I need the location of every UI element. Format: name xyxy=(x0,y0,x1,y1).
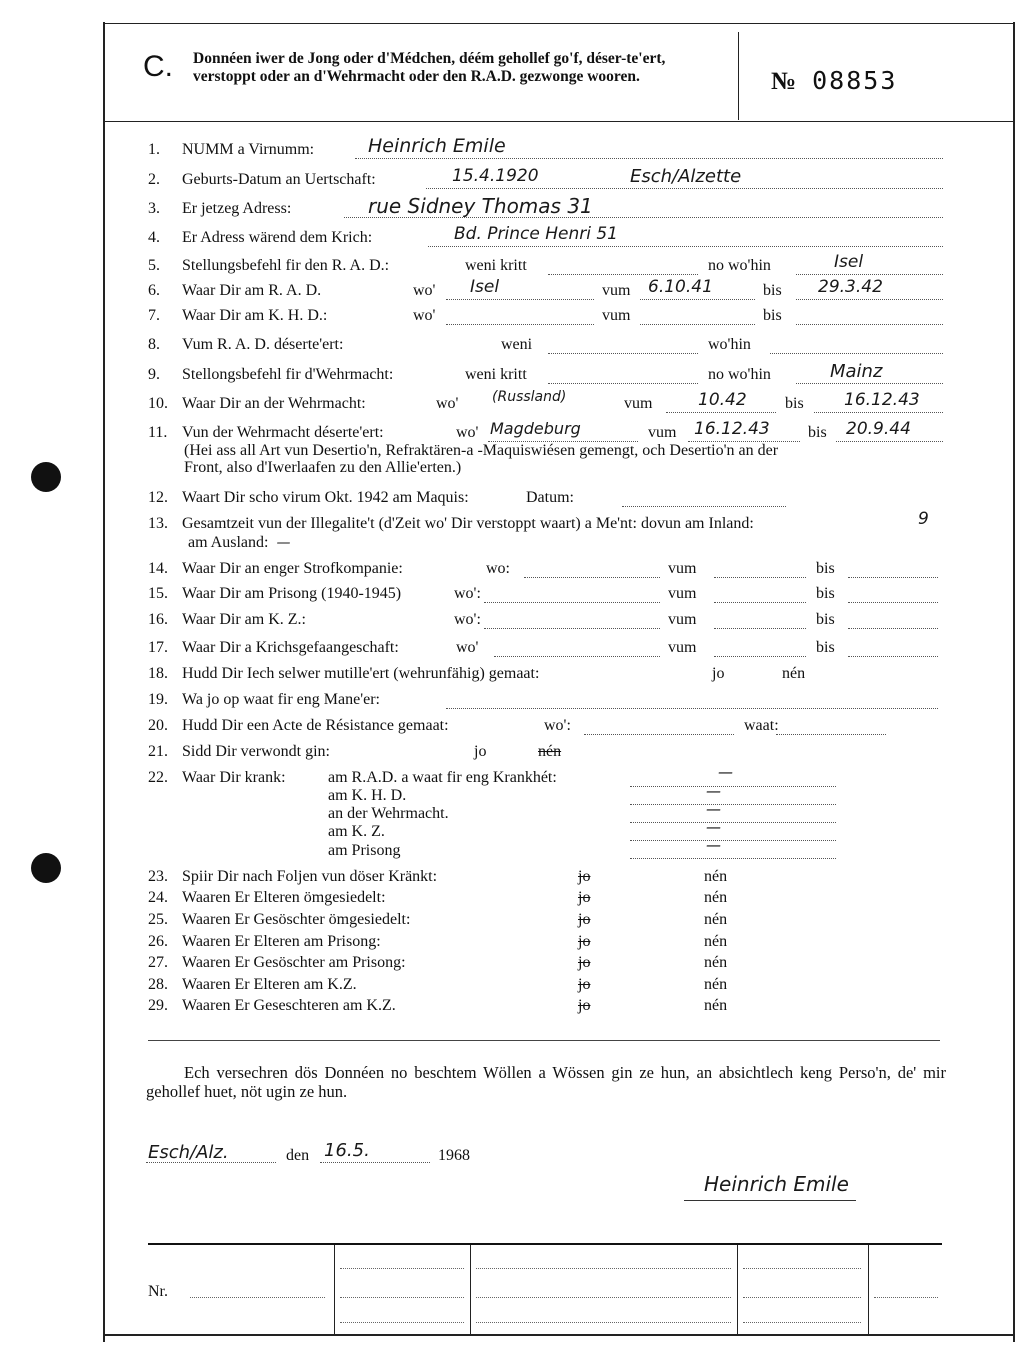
nen-option[interactable]: nén xyxy=(538,743,562,760)
footer-field[interactable] xyxy=(476,1297,731,1298)
nen-option[interactable]: nén xyxy=(704,889,728,906)
desertion-where[interactable]: Magdeburg xyxy=(490,419,581,438)
nen-option[interactable]: nén xyxy=(704,997,728,1014)
illness-rad[interactable]: — xyxy=(718,763,733,781)
desertion-to[interactable]: 20.9.44 xyxy=(846,419,911,439)
footer-field[interactable] xyxy=(743,1268,861,1269)
item-11: 11. Vun der Wehrmacht déserte'ert: wo' Magdeburg vum 16.12.43 bis 20.9.44 xyxy=(148,424,943,442)
rad-order-where[interactable]: Isel xyxy=(834,252,864,272)
top-rule xyxy=(103,23,1015,24)
rad-where[interactable]: Isel xyxy=(470,277,500,297)
number-sign: № xyxy=(771,68,797,95)
item-28: 28. Waaren Er Elteren am K.Z. jo nén xyxy=(148,976,728,993)
item-5: 5. Stellungsbefehl fir den R. A. D.: weni kritt no wo'hin Isel xyxy=(148,257,943,275)
current-address-value[interactable]: rue Sidney Thomas 31 xyxy=(368,194,593,218)
illness-prisong[interactable]: — xyxy=(706,836,721,854)
item-6: 6. Waar Dir am R. A. D. wo' Isel vum 6.10.41 bis 29.3.42 xyxy=(148,282,943,300)
item-10: 10. Waar Dir an der Wehrmacht: wo' (Russland) vum 10.42 bis 16.12.43 xyxy=(148,395,943,413)
footer-field[interactable] xyxy=(476,1268,731,1269)
left-border xyxy=(103,22,105,1342)
right-border xyxy=(1013,22,1015,1342)
item-24: 24. Waaren Er Elteren ömgesiedelt: jo nén xyxy=(148,889,728,906)
item-3: 3. Er jetzeg Adress: rue Sidney Thomas 31 xyxy=(148,200,943,218)
footer-field[interactable] xyxy=(340,1268,464,1269)
date-value[interactable]: 16.5. xyxy=(324,1140,370,1161)
punch-hole xyxy=(31,462,61,492)
item-26: 26. Waaren Er Elteren am Prisong: jo nén xyxy=(148,933,728,950)
jo-option[interactable]: jo xyxy=(578,889,591,906)
nen-option[interactable]: nén xyxy=(782,665,806,682)
year-value: 1968 xyxy=(438,1147,470,1164)
den-label: den xyxy=(286,1147,310,1164)
item-13: 13. Gesamtzeit vun der Illegalite't (d'Zeit wo' Dir verstoppt waart) a Me'nt: dovun am Inland: 9 xyxy=(148,509,929,532)
signature[interactable]: Heinrich Emile xyxy=(704,1172,849,1196)
jo-option[interactable]: jo xyxy=(578,933,591,950)
form-number xyxy=(771,66,897,96)
nen-option[interactable]: nén xyxy=(704,976,728,993)
item-8: 8. Vum R. A. D. déserte'ert: weni wo'hin xyxy=(148,336,943,354)
footer-field[interactable] xyxy=(340,1297,464,1298)
item-13-ausland: am Ausland: — xyxy=(188,534,291,551)
item-1: 1. NUMM a Virnumm: Heinrich Emile xyxy=(148,141,943,159)
footer-field[interactable] xyxy=(743,1322,861,1323)
wehrmacht-to[interactable]: 16.12.43 xyxy=(844,390,920,410)
item-22: 22. Waar Dir krank: am R.A.D. a waat fir eng Krankhét: — xyxy=(148,769,943,787)
item-27: 27. Waaren Er Gesöschter am Prisong: jo nén xyxy=(148,954,728,971)
footer-top-rule xyxy=(148,1243,942,1245)
inland-months[interactable]: 9 xyxy=(918,509,929,529)
wehrmacht-order-where[interactable]: Mainz xyxy=(830,361,883,382)
nen-option[interactable]: nén xyxy=(704,911,728,928)
item-12: 12. Waart Dir scho virum Okt. 1942 am Maquis: Datum: xyxy=(148,489,943,507)
jo-option[interactable]: jo xyxy=(578,868,591,885)
item-23: 23. Spiir Dir nach Foljen vun döser Kränkt: jo nén xyxy=(148,868,728,885)
item-2: 2. Geburts-Datum an Uertschaft: 15.4.1920 Esch/Alzette xyxy=(148,171,943,189)
footer-field[interactable] xyxy=(476,1322,731,1323)
nr-field[interactable] xyxy=(190,1297,325,1298)
wehrmacht-where[interactable]: (Russland) xyxy=(492,389,567,405)
birth-place-value[interactable]: Esch/Alzette xyxy=(630,166,742,187)
footer-field[interactable] xyxy=(340,1322,464,1323)
form-sheet: C. Donnéen iwer de Jong oder d'Médchen, déém gehollef go'f, déser-te'ert, verstoppt oder an d'Wehrmacht oder den R.A.D. gezwonge wooren. № 08853 1. NUMM a Virnumm: Heinrich Emile 2. Geburts-Datum an Uertschaft: 15.4.1920 Esch/Alzette 3. Er jetzeg Adress: rue Sidney Thomas 31 4. Er Adress wärend dem Krich: Bd. Prince Henri 51 5. Stellungsbefehl fir den R. A. D.: weni kritt no wo'hin Isel 6. Waar Dir am R. A. D. wo' Isel vum 6.10.41 bis 29.3.42 7. Waar Dir am K. H. D.: wo' vum bis 8. Vum R. A. D. déserte'ert: weni wo'hin 9. Stellongsbefehl fir d'Wehrmacht: weni kritt no wo'hin Mainz 10. Waar Dir an der Wehrmacht: wo' (Russland) vum 10.42 bis 16.12.43 11. Vun der Wehrmacht déserte'ert: wo' Magdeburg vum 16.12.43 bis 20.9.44 (Hei ass all Art vun Desertio'n, Refraktären-a -Maquiswiésen gemengt, och Desertio'n an der Front, also d'Iwerlaafen zu den Allie'erten.) 12. Waart Dir scho virum Okt. 1942 am Maquis: Datum: 13. Gesamtzeit vun der Illegalite't (d'Zeit wo' Dir verstoppt waart) a Me'nt: dovun am Inland: 9 am Ausland: — 14. Waar Dir an enger Strofkompanie: wo: vum bis 15. Waar Dir am Prisong (1940-1945) wo': vum bis 16. Waar Dir am K. Z.: wo': vum bis 17. Waar Dir a Krichsgefaangeschaft: wo' vum bis 18. Hudd Dir Iech selwer mutille'ert (wehrunfähig) gemaat: jo nén 19. Wa jo op waat fir eng Mane'er: 20. Hudd Dir een Acte de Résistance gemaat: wo': waat: 21. Sidd Dir verwondt gin: jo nén 22. Waar Dir krank: am R.A.D. a waat fir eng Krankhét: — am K. H. D. an der Wehrmacht. am K. Z. am Prisong — — — — 23. Spiir Dir nach Foljen vun döser Kränkt: jo nén 24. Waaren Er Elteren ömgesiedelt: jo nén 25. Waaren Er Gesöschter ömgesiedelt: jo nén 26. Waaren Er Elteren am Prisong: jo nén 27. Waaren Er Gesöschter am Prisong: jo nén 28. Waaren Er Elteren am K.Z. jo nén 29. Waaren Er Geseschteren am K.Z. jo nén Ech versechren dös Donnéen no beschtem Wöllen a Wössen gin ze hun, an absichtlech keng Perso'n, de' mir gehollef huet, nöt ugin ze hun. Esch/Alz. den 16.5. 1968 Heinrich Emile Nr. xyxy=(0,0,1023,1357)
illness-khd[interactable]: — xyxy=(706,782,721,800)
illness-wehrmacht[interactable]: — xyxy=(706,800,721,818)
item-15: 15. Waar Dir am Prisong (1940-1945) wo': vum bis xyxy=(148,585,943,603)
item-25: 25. Waaren Er Gesöschter ömgesiedelt: jo nén xyxy=(148,911,728,928)
form-title: Donnéen iwer de Jong oder d'Médchen, déém gehollef go'f, déser-te'ert, verstoppt oder an d'Wehrmacht oder den R.A.D. gezwonge wooren. xyxy=(193,50,666,85)
jo-option[interactable]: jo xyxy=(578,976,591,993)
number-value: 08853 xyxy=(812,66,898,95)
punch-hole xyxy=(31,853,61,883)
illness-kz[interactable]: — xyxy=(706,818,721,836)
item-14: 14. Waar Dir an enger Strofkompanie: wo: vum bis xyxy=(148,560,943,578)
item-17: 17. Waar Dir a Krichsgefaangeschaft: wo' vum bis xyxy=(148,639,943,657)
nr-label: Nr. xyxy=(148,1283,168,1300)
signature-line xyxy=(684,1200,856,1201)
wehrmacht-from[interactable]: 10.42 xyxy=(698,390,747,410)
item-7: 7. Waar Dir am K. H. D.: wo' vum bis xyxy=(148,307,943,325)
item-16: 16. Waar Dir am K. Z.: wo': vum bis xyxy=(148,611,943,629)
place-value[interactable]: Esch/Alz. xyxy=(148,1142,229,1163)
jo-option[interactable]: jo xyxy=(578,997,591,1014)
nen-option[interactable]: nén xyxy=(704,954,728,971)
desertion-from[interactable]: 16.12.43 xyxy=(694,419,770,439)
header-divider xyxy=(738,32,739,120)
item-29: 29. Waaren Er Geseschteren am K.Z. jo nén xyxy=(148,997,728,1014)
war-address-value[interactable]: Bd. Prince Henri 51 xyxy=(454,224,618,244)
declaration-text: Ech versechren dös Donnéen no beschtem Wöllen a Wössen gin ze hun, an absichtlech keng Perso'n, de' mir gehollef huet, nöt ugin ze hun. xyxy=(146,1063,946,1101)
name-value[interactable]: Heinrich Emile xyxy=(368,135,506,157)
rad-to[interactable]: 29.3.42 xyxy=(818,277,883,297)
item-18: 18. Hudd Dir Iech selwer mutille'ert (wehrunfähig) gemaat: jo nén xyxy=(148,665,806,682)
section-letter: C. xyxy=(143,50,173,83)
jo-option[interactable]: jo xyxy=(712,665,725,682)
nen-option[interactable]: nén xyxy=(704,933,728,950)
item-19: 19. Wa jo op waat fir eng Mane'er: xyxy=(148,691,943,709)
footer-bottom-rule xyxy=(103,1334,1015,1336)
birth-date-value[interactable]: 15.4.1920 xyxy=(452,166,539,186)
item-20: 20. Hudd Dir een Acte de Résistance gemaat: wo': waat: xyxy=(148,717,943,735)
item-21: 21. Sidd Dir verwondt gin: jo nén xyxy=(148,743,562,760)
jo-option[interactable]: jo xyxy=(474,743,487,760)
rad-from[interactable]: 6.10.41 xyxy=(648,277,713,297)
jo-option[interactable]: jo xyxy=(578,911,591,928)
item-11-note: (Hei ass all Art vun Desertio'n, Refraktären-a -Maquiswiésen gemengt, och Desertio'n an der Front, also d'Iwerlaafen zu den Allie'erten.) xyxy=(184,442,779,476)
item-9: 9. Stellongsbefehl fir d'Wehrmacht: weni kritt no wo'hin Mainz xyxy=(148,366,943,384)
header-bottom-rule xyxy=(103,121,1015,122)
footer-field[interactable] xyxy=(874,1297,938,1298)
nen-option[interactable]: nén xyxy=(704,868,728,885)
footer-field[interactable] xyxy=(743,1297,861,1298)
section-divider xyxy=(148,1040,940,1041)
jo-option[interactable]: jo xyxy=(578,954,591,971)
ausland-months[interactable]: — xyxy=(276,535,291,551)
item-4: 4. Er Adress wärend dem Krich: Bd. Prince Henri 51 xyxy=(148,229,943,247)
